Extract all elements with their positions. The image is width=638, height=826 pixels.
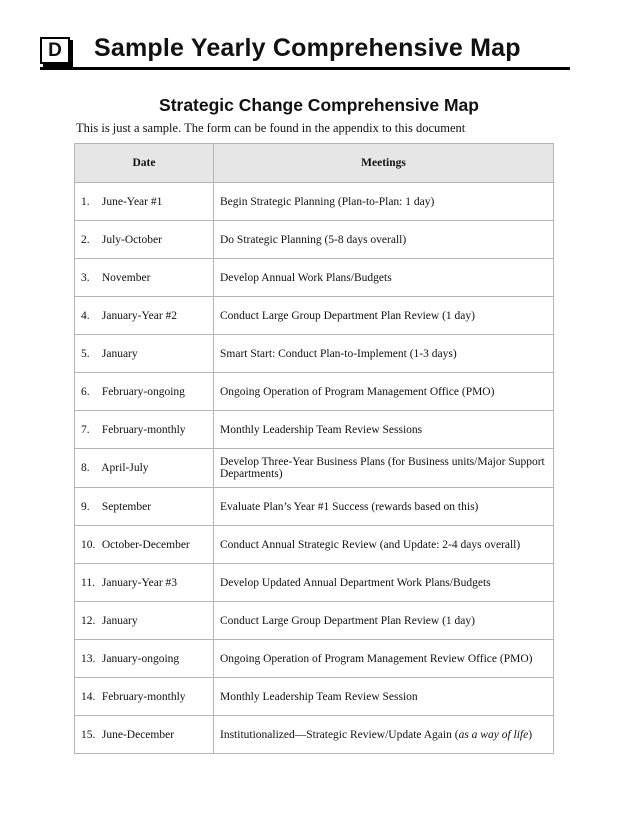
meeting-cell: Conduct Large Group Department Plan Review (1 day)	[214, 297, 554, 335]
table-row	[75, 488, 554, 526]
table-row	[75, 678, 554, 716]
date-cell: 8. April-July	[75, 449, 214, 488]
column-header-meetings: Meetings	[214, 144, 554, 183]
table-row	[75, 297, 554, 335]
table-row	[75, 411, 554, 449]
table-header-row	[75, 144, 554, 183]
date-cell: 4. January-Year #2	[75, 297, 214, 335]
meeting-cell: Monthly Leadership Team Review Sessions	[214, 411, 554, 449]
date-cell: 2. July-October	[75, 221, 214, 259]
page-title: Sample Yearly Comprehensive Map	[94, 34, 521, 62]
date-cell: 11. January-Year #3	[75, 564, 214, 602]
table-row	[75, 259, 554, 297]
meeting-cell: Institutionalized—Strategic Review/Update Again (as a way of life)	[214, 716, 554, 754]
meeting-cell: Conduct Annual Strategic Review (and Update: 2-4 days overall)	[214, 526, 554, 564]
comprehensive-map-table	[74, 143, 554, 754]
meeting-cell: Smart Start: Conduct Plan-to-Implement (1-3 days)	[214, 335, 554, 373]
table-row	[75, 640, 554, 678]
meeting-cell: Do Strategic Planning (5-8 days overall)	[214, 221, 554, 259]
date-cell: 10. October-December	[75, 526, 214, 564]
title-divider	[40, 67, 570, 70]
table-row	[75, 564, 554, 602]
table-row	[75, 183, 554, 221]
section-badge: D	[40, 37, 70, 64]
meeting-cell: Ongoing Operation of Program Management Office (PMO)	[214, 373, 554, 411]
table-row	[75, 221, 554, 259]
date-cell: 12. January	[75, 602, 214, 640]
date-cell: 3. November	[75, 259, 214, 297]
column-header-date: Date	[75, 144, 214, 183]
date-cell: 6. February-ongoing	[75, 373, 214, 411]
date-cell: 13. January-ongoing	[75, 640, 214, 678]
meeting-cell: Ongoing Operation of Program Management Review Office (PMO)	[214, 640, 554, 678]
date-cell: 15. June-December	[75, 716, 214, 754]
section-title: Strategic Change Comprehensive Map	[159, 95, 479, 115]
date-cell: 5. January	[75, 335, 214, 373]
date-cell: 1. June-Year #1	[75, 183, 214, 221]
table-row	[75, 716, 554, 754]
table-row	[75, 373, 554, 411]
meeting-cell: Monthly Leadership Team Review Session	[214, 678, 554, 716]
table-row	[75, 449, 554, 488]
table-row	[75, 526, 554, 564]
date-cell: 7. February-monthly	[75, 411, 214, 449]
table-row	[75, 602, 554, 640]
meeting-cell: Develop Annual Work Plans/Budgets	[214, 259, 554, 297]
meeting-cell: Conduct Large Group Department Plan Review (1 day)	[214, 602, 554, 640]
sample-note: This is just a sample. The form can be found in the appendix to this document	[76, 121, 466, 135]
table-row	[75, 335, 554, 373]
date-cell: 14. February-monthly	[75, 678, 214, 716]
meeting-emphasis: as a way of life	[458, 728, 529, 741]
date-cell: 9. September	[75, 488, 214, 526]
meeting-cell: Begin Strategic Planning (Plan-to-Plan: 1 day)	[214, 183, 554, 221]
meeting-cell: Develop Three-Year Business Plans (for Business units/Major Support Departments)	[214, 449, 554, 488]
meeting-cell: Develop Updated Annual Department Work Plans/Budgets	[214, 564, 554, 602]
meeting-cell: Evaluate Plan’s Year #1 Success (rewards based on this)	[214, 488, 554, 526]
